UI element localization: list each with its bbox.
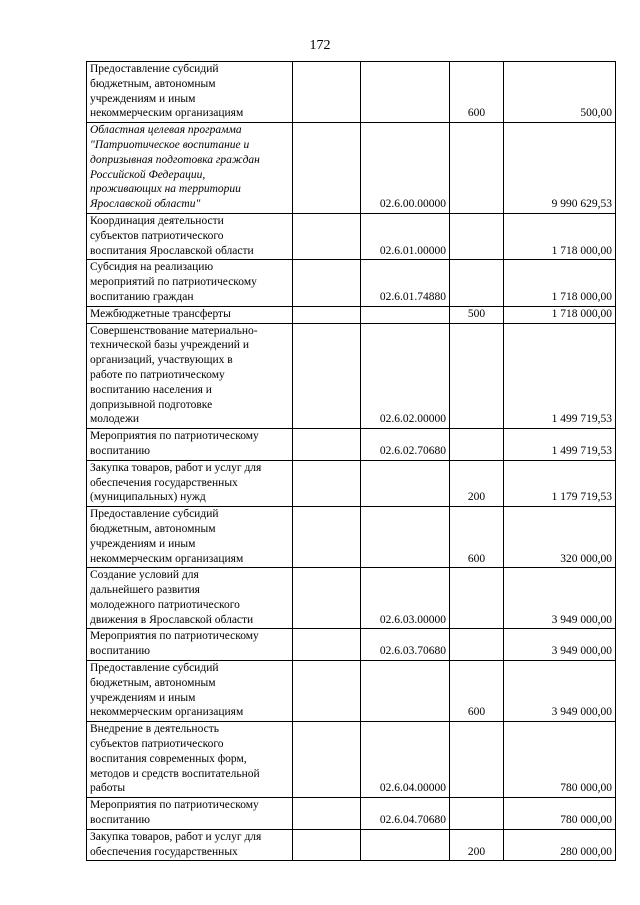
- table-row: [87, 213, 616, 259]
- row-sum-cell: 1 718 000,00: [504, 306, 616, 323]
- row-type-cell: [450, 123, 504, 214]
- row-empty-cell: [293, 323, 361, 429]
- table-row: [87, 661, 616, 722]
- row-sum-cell: 500,00: [504, 62, 616, 123]
- table-row: [87, 568, 616, 629]
- table-row: [87, 798, 616, 830]
- row-name-cell: Закупка товаров, работ и услуг для обеспечения государственных: [87, 829, 293, 861]
- table-row: [87, 507, 616, 568]
- row-empty-cell: [293, 661, 361, 722]
- row-type-cell: [450, 429, 504, 461]
- row-code-cell: [361, 507, 450, 568]
- row-name-cell: Совершенствование материально- технической базы учреждений и организаций, участвующих в работе по патриотическому воспитанию населения и допризывной подготовке молодежи: [87, 323, 293, 429]
- budget-table-body: [87, 62, 616, 861]
- row-type-cell: [450, 568, 504, 629]
- row-empty-cell: [293, 722, 361, 798]
- row-type-cell: 600: [450, 62, 504, 123]
- row-empty-cell: [293, 568, 361, 629]
- table-row: [87, 260, 616, 306]
- row-name-cell: Предоставление субсидий бюджетным, автономным учреждениям и иным некоммерческим организациям: [87, 62, 293, 123]
- row-code-cell: 02.6.04.00000: [361, 722, 450, 798]
- row-name-cell: Закупка товаров, работ и услуг для обеспечения государственных (муниципальных) нужд: [87, 460, 293, 506]
- row-type-cell: 200: [450, 460, 504, 506]
- row-sum-cell: 3 949 000,00: [504, 629, 616, 661]
- budget-table: [86, 61, 616, 861]
- row-code-cell: 02.6.01.74880: [361, 260, 450, 306]
- row-name-cell: Координация деятельности субъектов патриотического воспитания Ярославской области: [87, 213, 293, 259]
- row-code-cell: [361, 306, 450, 323]
- row-empty-cell: [293, 829, 361, 861]
- row-name-cell: Мероприятия по патриотическому воспитанию: [87, 429, 293, 461]
- row-empty-cell: [293, 507, 361, 568]
- row-type-cell: [450, 323, 504, 429]
- row-type-cell: [450, 260, 504, 306]
- table-row: [87, 429, 616, 461]
- row-name-cell: Мероприятия по патриотическому воспитанию: [87, 629, 293, 661]
- row-type-cell: [450, 798, 504, 830]
- row-sum-cell: 780 000,00: [504, 798, 616, 830]
- row-code-cell: 02.6.00.00000: [361, 123, 450, 214]
- row-code-cell: 02.6.02.00000: [361, 323, 450, 429]
- row-sum-cell: 3 949 000,00: [504, 661, 616, 722]
- row-name-cell: Предоставление субсидий бюджетным, автономным учреждениям и иным некоммерческим организациям: [87, 661, 293, 722]
- row-type-cell: 200: [450, 829, 504, 861]
- row-type-cell: 600: [450, 661, 504, 722]
- page-number: 172: [309, 38, 331, 53]
- row-type-cell: [450, 722, 504, 798]
- row-name-cell: Создание условий для дальнейшего развития молодежного патриотического движения в Ярославской области: [87, 568, 293, 629]
- row-type-cell: [450, 629, 504, 661]
- row-sum-cell: 1 179 719,53: [504, 460, 616, 506]
- row-sum-cell: 1 718 000,00: [504, 213, 616, 259]
- row-empty-cell: [293, 213, 361, 259]
- row-code-cell: [361, 829, 450, 861]
- row-sum-cell: 1 499 719,53: [504, 429, 616, 461]
- table-row: [87, 629, 616, 661]
- row-name-cell: Межбюджетные трансферты: [87, 306, 293, 323]
- row-empty-cell: [293, 798, 361, 830]
- row-empty-cell: [293, 429, 361, 461]
- row-empty-cell: [293, 629, 361, 661]
- row-empty-cell: [293, 260, 361, 306]
- row-sum-cell: 1 718 000,00: [504, 260, 616, 306]
- table-row: [87, 62, 616, 123]
- row-code-cell: 02.6.02.70680: [361, 429, 450, 461]
- row-empty-cell: [293, 62, 361, 123]
- row-name-cell: Субсидия на реализацию мероприятий по патриотическому воспитанию граждан: [87, 260, 293, 306]
- row-name-cell: Областная целевая программа "Патриотическое воспитание и допризывная подготовка граждан Российской Федерации, проживающих на территории Ярославской области": [87, 123, 293, 214]
- row-empty-cell: [293, 123, 361, 214]
- row-code-cell: 02.6.03.00000: [361, 568, 450, 629]
- row-code-cell: 02.6.04.70680: [361, 798, 450, 830]
- table-row: [87, 123, 616, 214]
- row-code-cell: 02.6.03.70680: [361, 629, 450, 661]
- row-code-cell: [361, 460, 450, 506]
- row-type-cell: 500: [450, 306, 504, 323]
- row-sum-cell: 9 990 629,53: [504, 123, 616, 214]
- row-name-cell: Предоставление субсидий бюджетным, автономным учреждениям и иным некоммерческим организациям: [87, 507, 293, 568]
- row-sum-cell: 780 000,00: [504, 722, 616, 798]
- table-row: [87, 306, 616, 323]
- table-row: [87, 323, 616, 429]
- table-row: [87, 460, 616, 506]
- row-type-cell: 600: [450, 507, 504, 568]
- row-sum-cell: 280 000,00: [504, 829, 616, 861]
- table-row: [87, 722, 616, 798]
- row-empty-cell: [293, 306, 361, 323]
- row-sum-cell: 3 949 000,00: [504, 568, 616, 629]
- row-code-cell: [361, 62, 450, 123]
- table-row: [87, 829, 616, 861]
- row-name-cell: Мероприятия по патриотическому воспитанию: [87, 798, 293, 830]
- row-code-cell: 02.6.01.00000: [361, 213, 450, 259]
- row-type-cell: [450, 213, 504, 259]
- row-code-cell: [361, 661, 450, 722]
- row-empty-cell: [293, 460, 361, 506]
- row-sum-cell: 320 000,00: [504, 507, 616, 568]
- row-sum-cell: 1 499 719,53: [504, 323, 616, 429]
- row-name-cell: Внедрение в деятельность субъектов патриотического воспитания современных форм, методов и средств воспитательной работы: [87, 722, 293, 798]
